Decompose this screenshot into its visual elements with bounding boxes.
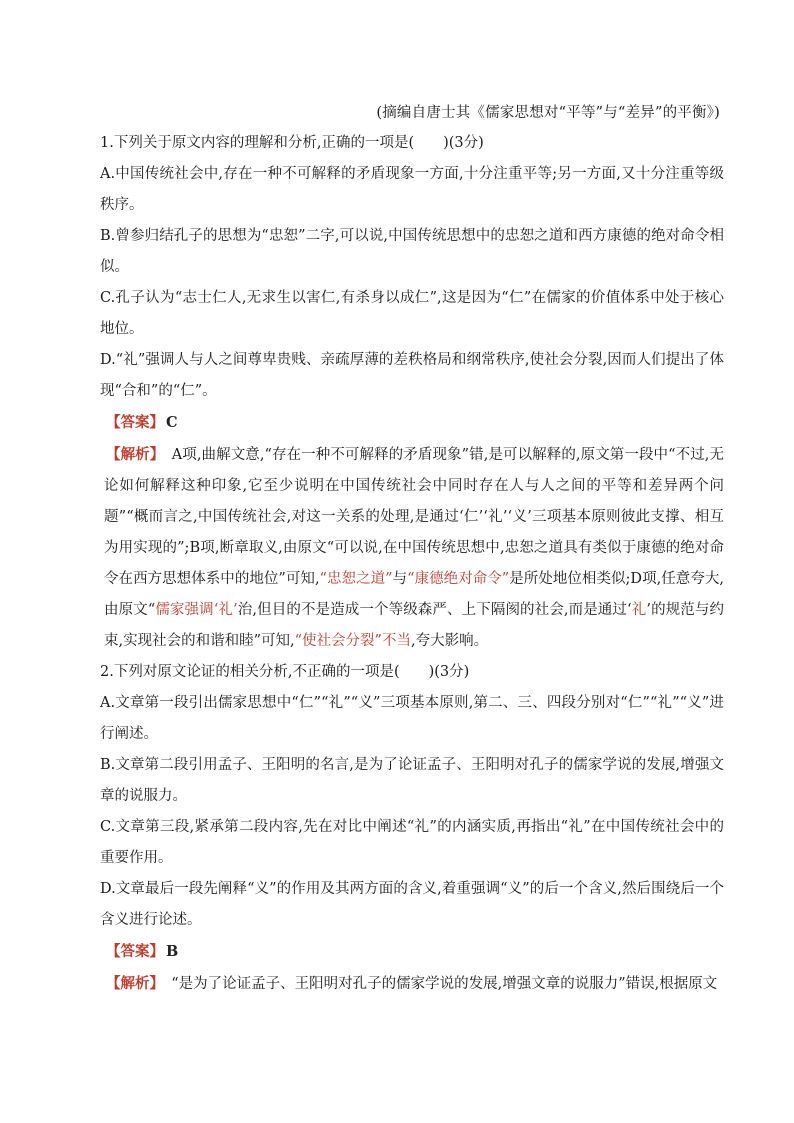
answer-label: 【答案】 [106, 414, 164, 431]
question-2-stem: 2.下列对原文论证的相关分析,不正确的一项是( )(3分) [100, 664, 470, 680]
question-2-answer [100, 936, 724, 968]
question-1-stem: 1.下列关于原文内容的理解和分析,正确的一项是( )(3分) [100, 135, 484, 151]
analysis-text-1: A项,曲解文意,“存在一种不可解释的矛盾现象”错,是可以解释的,原文第一段中“不过,无论如何解释这种印象,它至少说明在中国传统社会中同时存在人与人之间的平等和差异两个问题”“概而言之,中国传统社会,对这一关系的处理,是通过‘仁’‘礼’‘义’三项基本原则彼此支撑、相互为用实现的”;B项,断章取义,由原文“可以说,在中国传统思想中,忠恕之道具有类似于康德的绝对命令在西方思想体系中的地位”可知, [104, 447, 724, 587]
question-1-analysis [100, 439, 724, 657]
question-2-option-b: B.文章第二段引用孟子、王阳明的名言,是为了论证孟子、王阳明对孔子的儒家学说的发展,增强文章的说服力。 [100, 757, 724, 804]
analysis-highlight-3: 儒家强调‘礼’ [155, 602, 238, 618]
question-1-option-a: A.中国传统社会中,存在一种不可解释的矛盾现象一方面,十分注重平等;另一方面,又十分注重等级秩序。 [100, 166, 724, 213]
answer-label: 【答案】 [106, 943, 164, 960]
answer-value: C [166, 414, 178, 431]
question-2-option-d: D.文章最后一段先阐释“义”的作用及其两方面的含义,着重强调“义”的后一个含义,然后围绕后一个含义进行论述。 [100, 881, 724, 928]
question-1-answer [100, 407, 724, 439]
analysis-text-5: ’的规范与约束,实现社会的和谐和睦”可知, [104, 602, 725, 649]
question-1-option-c: C.孔子认为“志士仁人,无求生以害仁,有杀身以成仁”,这是因为“仁”在儒家的价值体系中处于核心地位。 [100, 290, 724, 337]
analysis-text: “是为了论证孟子、王阳明对孔子的儒家学说的发展,增强文章的说服力”错误,根据原文 [156, 976, 718, 992]
analysis-highlight-2: “康德绝对命令” [407, 571, 510, 587]
question-2-option-a: A.文章第一段引出儒家思想中“仁”“礼”“义”三项基本原则,第二、三、四段分别对“仁”“礼”“义”进行阐述。 [100, 695, 725, 742]
answer-value: B [166, 943, 179, 960]
analysis-highlight-1: “忠恕之道” [319, 571, 393, 587]
analysis-text-3: 是所处地位相类似;D项,任意夸大,由原文“ [104, 571, 725, 618]
analysis-label: 【解析】 [106, 975, 157, 992]
question-2-option-c: C.文章第三段,紧承第二段内容,先在对比中阐述“礼”的内涵实质,再指出“礼”在中国传统社会中的重要作用。 [100, 819, 724, 866]
document-body [100, 128, 724, 1000]
analysis-highlight-5: “使社会分裂”不当 [294, 633, 411, 649]
analysis-text-4: 治,但目的不是造成一个等级森严、上下隔阂的社会,而是通过‘ [237, 602, 632, 618]
question-1-option-b: B.曾参归结孔子的思想为“忠恕”二字,可以说,中国传统思想中的忠恕之道和西方康德的绝对命令相似。 [100, 228, 724, 275]
analysis-label: 【解析】 [106, 446, 158, 463]
source-citation: (摘编自唐士其《儒家思想对“平等”与“差异”的平衡》) [376, 105, 720, 121]
analysis-text-2: 与 [392, 571, 408, 587]
question-1-option-d: D.“礼”强调人与人之间尊卑贵贱、亲疏厚薄的差秩格局和纲常秩序,使社会分裂,因而人们提出了体现“合和”的“仁”。 [100, 352, 724, 399]
analysis-text-6: ,夸大影响。 [410, 633, 489, 649]
question-2-analysis [100, 968, 724, 1000]
analysis-highlight-4: 礼 [631, 602, 647, 618]
